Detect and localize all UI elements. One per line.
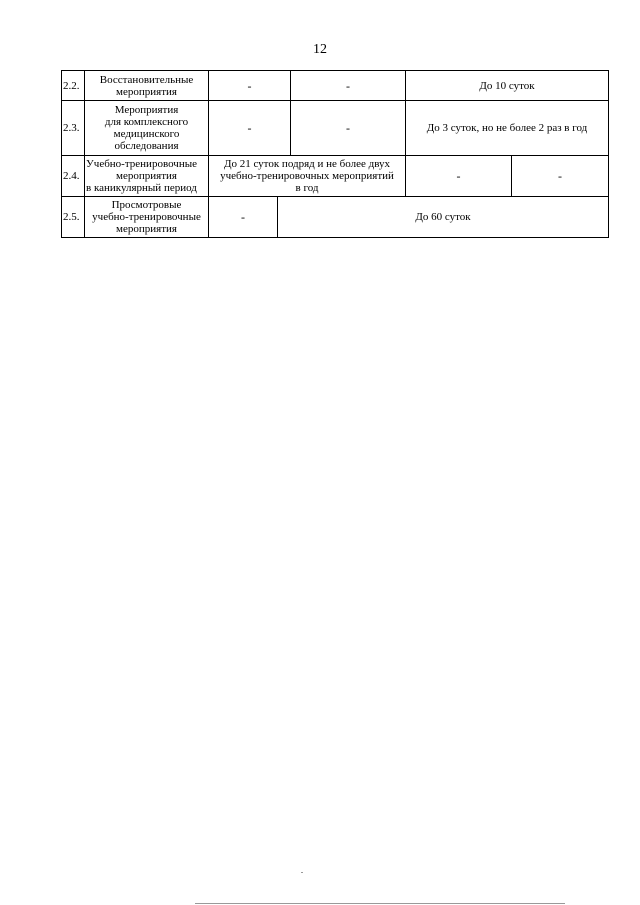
row-number: 2.4. xyxy=(62,156,85,197)
event-name xyxy=(85,101,209,156)
cell-value: - xyxy=(512,156,609,197)
event-name-line: Восстановительные xyxy=(99,73,194,86)
event-name xyxy=(85,71,209,101)
table-row xyxy=(62,101,609,156)
cell-merged-value: До 60 суток xyxy=(278,197,609,238)
scan-edge-line xyxy=(195,903,565,904)
event-name-line: Просмотровые xyxy=(111,199,182,211)
event-name-line: мероприятия xyxy=(116,85,177,98)
cell-merged-value xyxy=(209,156,406,197)
merged-text-line: в год xyxy=(295,182,319,194)
event-name-line: для комплексного xyxy=(104,116,189,128)
table-row xyxy=(62,71,609,101)
cell-value: - xyxy=(209,101,291,156)
event-name-line: медицинского xyxy=(113,128,180,140)
event-name-line: мероприятия xyxy=(116,170,177,182)
table-row xyxy=(62,156,609,197)
row-number: 2.5. xyxy=(62,197,85,238)
cell-value: - xyxy=(291,101,406,156)
cell-value: - xyxy=(406,156,512,197)
cell-value: - xyxy=(291,71,406,101)
event-name-line: Учебно-тренировочные xyxy=(86,158,197,170)
event-name xyxy=(85,156,209,197)
table-row xyxy=(62,197,609,238)
cell-merged-value: До 3 суток, но не более 2 раз в год xyxy=(406,101,609,156)
merged-text-line: До 21 суток подряд и не более двух xyxy=(223,158,391,170)
event-name-line: Мероприятия xyxy=(114,104,179,116)
cell-value: - xyxy=(209,197,278,238)
merged-text-line: учебно-тренировочных мероприятий xyxy=(220,170,394,182)
event-name-line: обследования xyxy=(114,140,179,152)
row-number: 2.3. xyxy=(62,101,85,156)
event-name xyxy=(85,197,209,238)
event-name-line: мероприятия xyxy=(116,223,177,235)
event-name-line: учебно-тренировочные xyxy=(92,211,201,223)
scan-mark xyxy=(301,872,303,873)
cell-value: - xyxy=(209,71,291,101)
page-number: 12 xyxy=(313,42,327,57)
training-events-table xyxy=(61,70,609,238)
row-number: 2.2. xyxy=(62,71,85,101)
event-name-line: в каникулярный период xyxy=(86,182,197,194)
cell-merged-value: До 10 суток xyxy=(406,71,609,101)
